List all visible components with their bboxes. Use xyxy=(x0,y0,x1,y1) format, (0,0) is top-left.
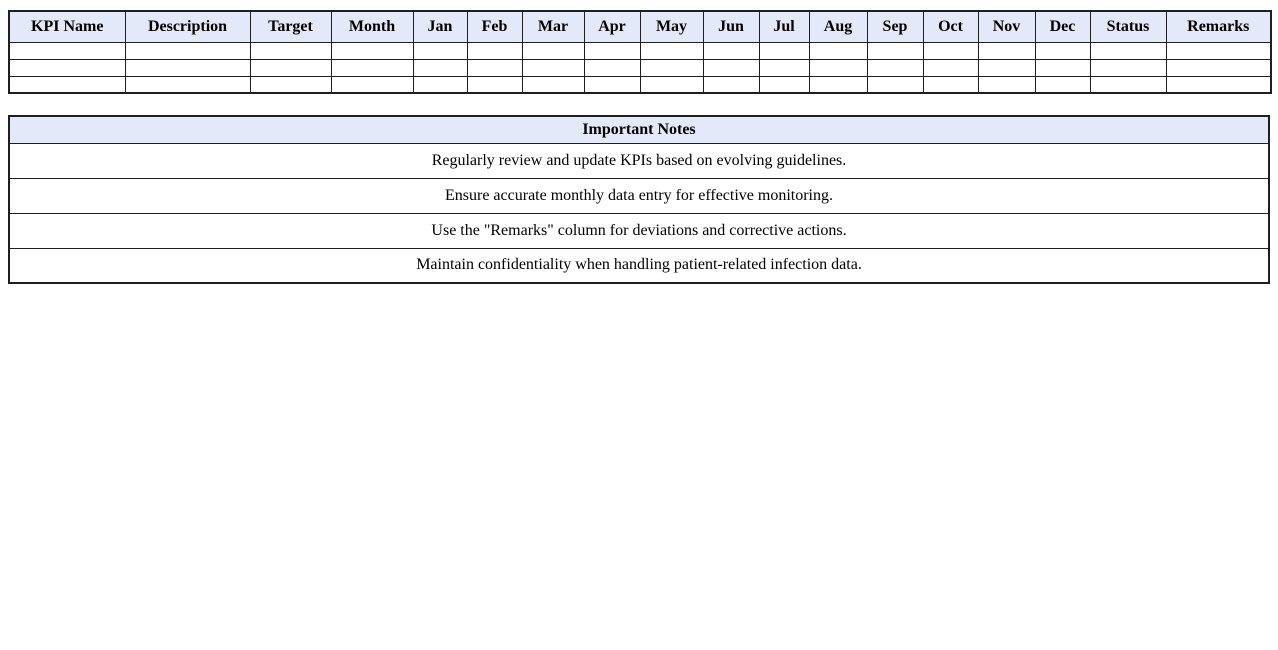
kpi-entry-cell[interactable] xyxy=(9,76,125,93)
kpi-entry-cell[interactable] xyxy=(125,42,250,59)
kpi-entry-cell[interactable] xyxy=(584,42,640,59)
kpi-entry-cell[interactable] xyxy=(467,76,522,93)
column-header-oct: Oct xyxy=(923,11,978,42)
kpi-entry-cell[interactable] xyxy=(467,42,522,59)
kpi-entry-cell[interactable] xyxy=(703,42,759,59)
kpi-table-header-row xyxy=(9,11,1271,42)
kpi-entry-cell[interactable] xyxy=(1166,76,1271,93)
kpi-entry-cell[interactable] xyxy=(759,76,809,93)
important-notes-table xyxy=(8,115,1270,284)
column-header-dec: Dec xyxy=(1035,11,1090,42)
note-row xyxy=(9,178,1269,213)
kpi-entry-cell[interactable] xyxy=(809,42,867,59)
kpi-empty-row xyxy=(9,76,1271,93)
kpi-entry-cell[interactable] xyxy=(9,42,125,59)
column-header-may: May xyxy=(640,11,703,42)
kpi-entry-cell[interactable] xyxy=(467,59,522,76)
document-page xyxy=(0,0,1278,284)
kpi-entry-cell[interactable] xyxy=(703,76,759,93)
column-header-feb: Feb xyxy=(467,11,522,42)
column-header-apr: Apr xyxy=(584,11,640,42)
kpi-entry-cell[interactable] xyxy=(1090,76,1166,93)
note-row xyxy=(9,213,1269,248)
kpi-entry-cell[interactable] xyxy=(522,42,584,59)
kpi-entry-cell[interactable] xyxy=(1166,59,1271,76)
kpi-table-body xyxy=(9,42,1271,93)
kpi-empty-row xyxy=(9,42,1271,59)
column-header-aug: Aug xyxy=(809,11,867,42)
kpi-entry-cell[interactable] xyxy=(978,76,1035,93)
kpi-entry-cell[interactable] xyxy=(1166,42,1271,59)
column-header-kpi-name: KPI Name xyxy=(9,11,125,42)
kpi-entry-cell[interactable] xyxy=(125,76,250,93)
column-header-status: Status xyxy=(1090,11,1166,42)
kpi-entry-cell[interactable] xyxy=(413,42,467,59)
kpi-entry-cell[interactable] xyxy=(250,59,331,76)
kpi-entry-cell[interactable] xyxy=(413,76,467,93)
kpi-entry-cell[interactable] xyxy=(640,76,703,93)
kpi-entry-cell[interactable] xyxy=(9,59,125,76)
note-text: Ensure accurate monthly data entry for effective monitoring. xyxy=(9,178,1269,213)
note-text: Regularly review and update KPIs based on evolving guidelines. xyxy=(9,143,1269,178)
column-header-description: Description xyxy=(125,11,250,42)
kpi-entry-cell[interactable] xyxy=(413,59,467,76)
kpi-entry-cell[interactable] xyxy=(923,59,978,76)
kpi-entry-cell[interactable] xyxy=(759,42,809,59)
note-text: Use the "Remarks" column for deviations and corrective actions. xyxy=(9,213,1269,248)
kpi-entry-cell[interactable] xyxy=(809,76,867,93)
kpi-entry-cell[interactable] xyxy=(867,59,923,76)
kpi-entry-cell[interactable] xyxy=(867,42,923,59)
kpi-entry-cell[interactable] xyxy=(978,42,1035,59)
column-header-target: Target xyxy=(250,11,331,42)
kpi-entry-cell[interactable] xyxy=(522,76,584,93)
kpi-entry-cell[interactable] xyxy=(331,42,413,59)
note-row xyxy=(9,248,1269,283)
kpi-entry-cell[interactable] xyxy=(923,42,978,59)
column-header-jun: Jun xyxy=(703,11,759,42)
column-header-month: Month xyxy=(331,11,413,42)
kpi-entry-cell[interactable] xyxy=(331,76,413,93)
kpi-entry-cell[interactable] xyxy=(923,76,978,93)
kpi-entry-cell[interactable] xyxy=(978,59,1035,76)
kpi-entry-cell[interactable] xyxy=(640,59,703,76)
kpi-entry-cell[interactable] xyxy=(584,76,640,93)
kpi-entry-cell[interactable] xyxy=(125,59,250,76)
kpi-entry-cell[interactable] xyxy=(759,59,809,76)
column-header-sep: Sep xyxy=(867,11,923,42)
note-text: Maintain confidentiality when handling patient-related infection data. xyxy=(9,248,1269,283)
kpi-entry-cell[interactable] xyxy=(1090,42,1166,59)
note-row xyxy=(9,143,1269,178)
kpi-entry-cell[interactable] xyxy=(703,59,759,76)
kpi-entry-cell[interactable] xyxy=(867,76,923,93)
kpi-entry-cell[interactable] xyxy=(1035,42,1090,59)
column-header-mar: Mar xyxy=(522,11,584,42)
kpi-entry-cell[interactable] xyxy=(1090,59,1166,76)
kpi-entry-cell[interactable] xyxy=(250,42,331,59)
kpi-entry-cell[interactable] xyxy=(640,42,703,59)
column-header-remarks: Remarks xyxy=(1166,11,1271,42)
kpi-entry-cell[interactable] xyxy=(331,59,413,76)
notes-title: Important Notes xyxy=(9,116,1269,143)
kpi-entry-cell[interactable] xyxy=(809,59,867,76)
kpi-empty-row xyxy=(9,59,1271,76)
kpi-entry-cell[interactable] xyxy=(1035,76,1090,93)
kpi-entry-cell[interactable] xyxy=(584,59,640,76)
column-header-jul: Jul xyxy=(759,11,809,42)
column-header-jan: Jan xyxy=(413,11,467,42)
kpi-entry-cell[interactable] xyxy=(250,76,331,93)
column-header-nov: Nov xyxy=(978,11,1035,42)
notes-header-row xyxy=(9,116,1269,143)
kpi-entry-cell[interactable] xyxy=(522,59,584,76)
kpi-entry-cell[interactable] xyxy=(1035,59,1090,76)
kpi-tracking-table xyxy=(8,10,1272,94)
